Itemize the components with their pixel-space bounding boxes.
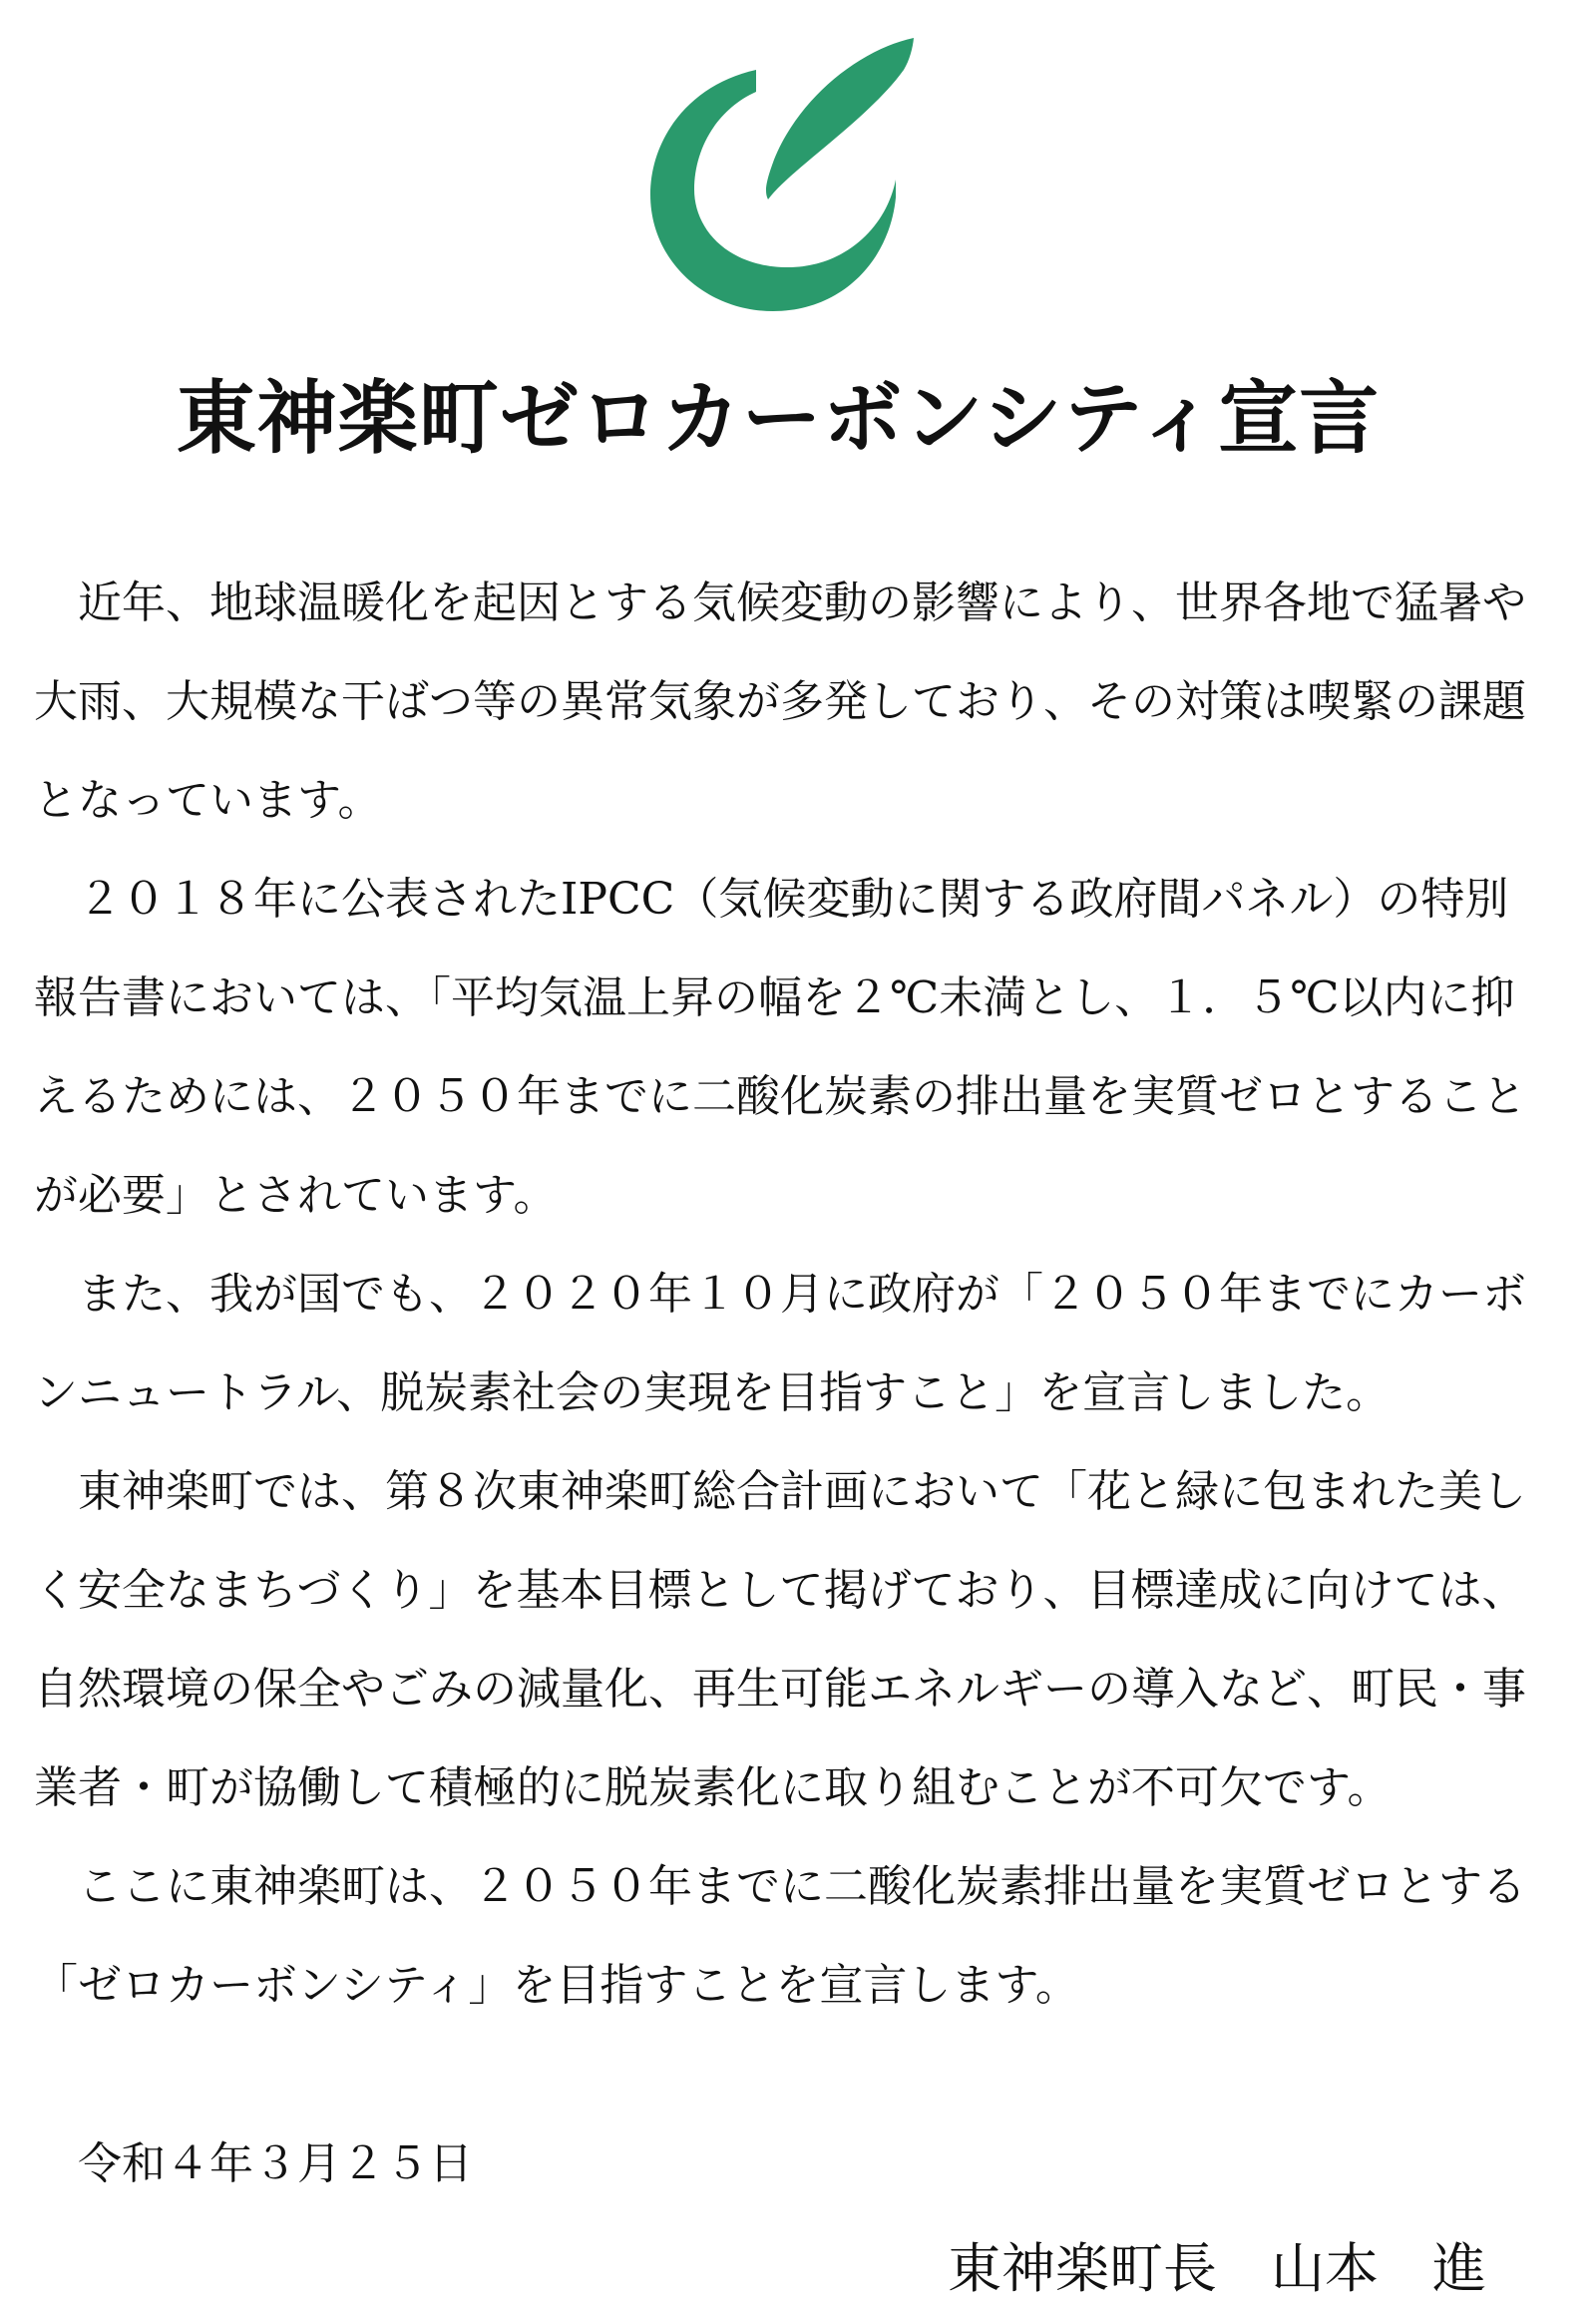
paragraph: また、我が国でも、２０２０年１０月に政府が「２０５０年までにカーボンニュートラル、脱炭素社会の実現を目指すこと」を宣言しました。 <box>34 1269 1526 1418</box>
paragraph: 近年、地球温暖化を起因とする気候変動の影響により、世界各地で猛暑や大雨、大規模な干ばつ等の異常気象が多発しており、その対策は喫緊の課題となっています。 <box>34 577 1526 826</box>
page-title: 東神楽町ゼロカーボンシティ宣言 <box>176 372 1381 465</box>
declaration-date: 令和４年３月２５日 <box>78 2138 473 2189</box>
signature: 東神楽町長 山本 進 <box>948 2237 1486 2300</box>
town-emblem-icon <box>628 30 928 329</box>
paragraph: ２０１８年に公表されたIPCC（気候変動に関する政府間パネル）の特別報告書においては、「平均気温上昇の幅を２℃未満とし、１．５℃以内に抑えるためには、２０５０年までに二酸化炭素の排出量を実質ゼロとすることが必要」とされています。 <box>34 874 1526 1221</box>
emblem-leaf <box>766 38 914 199</box>
paragraph: ここに東神楽町は、２０５０年までに二酸化炭素排出量を実質ゼロとする「ゼロカーボンシティ」を目指すことを宣言します。 <box>34 1861 1526 2011</box>
paragraph: 東神楽町では、第８次東神楽町総合計画において「花と緑に包まれた美しく安全なまちづくり」を基本目標として掲げており、目標達成に向けては、自然環境の保全やごみの減量化、再生可能エネルギーの導入など、町民・事業者・町が協働して積極的に脱炭素化に取り組むことが不可欠です。 <box>34 1466 1526 1813</box>
declaration-body <box>34 554 1550 2035</box>
